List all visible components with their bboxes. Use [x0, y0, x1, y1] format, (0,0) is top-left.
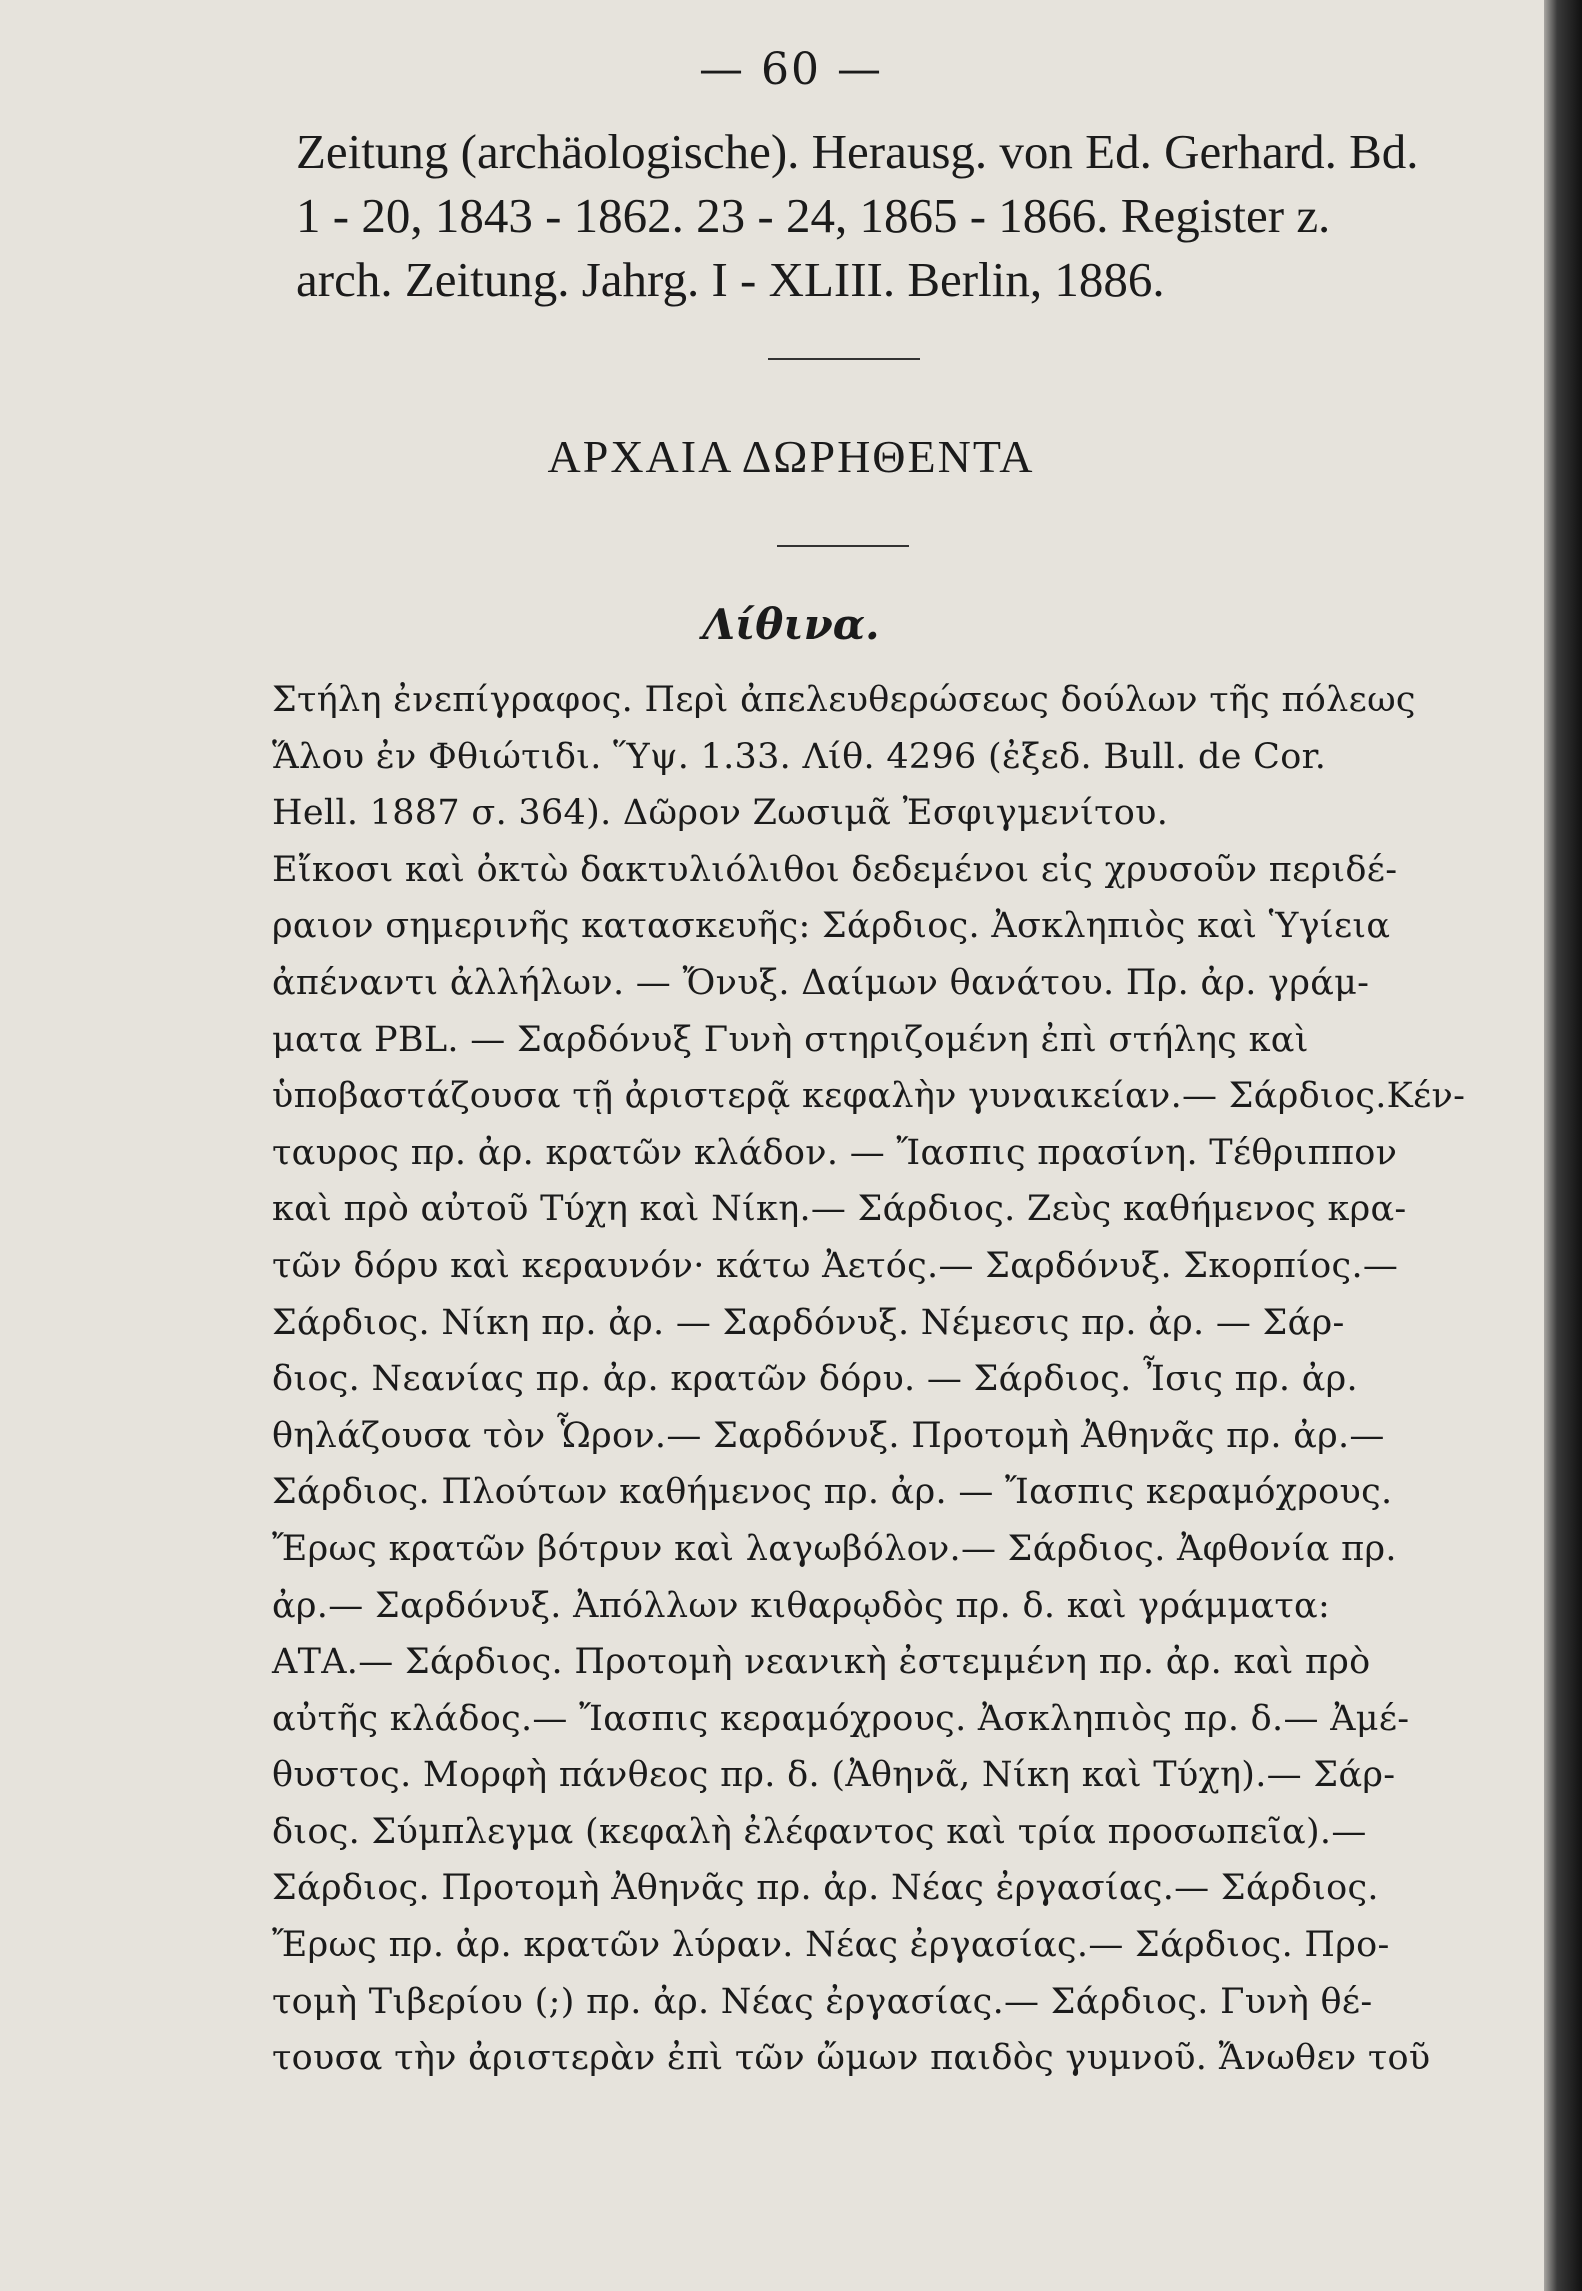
- body-line: Σάρδιος. Προτομὴ Ἀθηνᾶς πρ. ἀρ. Νέας ἐργασίας.— Σάρδιος.: [272, 1868, 1379, 1909]
- section-divider-bottom: [777, 545, 909, 547]
- section-title: ΑΡΧΑΙΑ ΔΩΡΗΘΕΝΤΑ: [547, 431, 1035, 482]
- bibliographic-entry: [296, 120, 1419, 312]
- body-line: Σάρδιος. Νίκη πρ. ἀρ. — Σαρδόνυξ. Νέμεσις πρ. ἀρ. — Σάρ-: [272, 1302, 1345, 1343]
- body-line: ὑποβαστάζουσα τῇ ἀριστερᾷ κεφαλὴν γυναικείαν.— Σάρδιος.Κέν-: [272, 1076, 1466, 1117]
- body-line: τουσα τὴν ἀριστερὰν ἐπὶ τῶν ὤμων παιδὸς γυμνοῦ. Ἄνωθεν τοῦ: [272, 2038, 1431, 2079]
- body-line: διος. Νεανίας πρ. ἀρ. κρατῶν δόρυ. — Σάρδιος. Ἶσις πρ. ἀρ.: [272, 1359, 1358, 1400]
- body-line: ταυρος πρ. ἀρ. κρατῶν κλάδον. — Ἴασπις πρασίνη. Τέθριππον: [272, 1132, 1398, 1173]
- body-line: τομὴ Τιβερίου (;) πρ. ἀρ. Νέας ἐργασίας.— Σάρδιος. Γυνὴ θέ-: [272, 1981, 1373, 2022]
- page-number: — 60 —: [699, 44, 883, 95]
- book-binding-edge: [1544, 0, 1582, 2291]
- body-line: Σάρδιος. Πλούτων καθήμενος πρ. ἀρ. — Ἴασπις κεραμόχρους.: [272, 1472, 1393, 1513]
- body-line: Hell. 1887 σ. 364). Δῶρον Ζωσιμᾶ Ἐσφιγμενίτου.: [272, 793, 1169, 834]
- body-line: Στήλη ἐνεπίγραφος. Περὶ ἀπελευθερώσεως δούλων τῆς πόλεως: [272, 680, 1416, 720]
- body-line: ἀπέναντι ἀλλήλων. — Ὄνυξ. Δαίμων θανάτου. Πρ. ἀρ. γράμ-: [272, 962, 1370, 1003]
- body-line: Ἔρως πρ. ἀρ. κρατῶν λύραν. Νέας ἐργασίας.— Σάρδιος. Προ-: [272, 1925, 1390, 1966]
- body-line: θυστος. Μορφὴ πάνθεος πρ. δ. (Ἀθηνᾶ, Νίκη καὶ Τύχη).— Σάρ-: [272, 1755, 1396, 1796]
- body-line: διος. Σύμπλεγμα (κεφαλὴ ἐλέφαντος καὶ τρία προσωπεῖα).—: [272, 1811, 1367, 1852]
- body-line: αὐτῆς κλάδος.— Ἴασπις κεραμόχρους. Ἀσκληπιὸς πρ. δ.— Ἀμέ-: [272, 1698, 1410, 1739]
- body-line: Εἴκοσι καὶ ὀκτὼ δακτυλιόλιθοι δεδεμένοι εἰς χρυσοῦν περιδέ-: [272, 849, 1398, 890]
- section-divider-top: [768, 358, 920, 360]
- body-line: Ἔρως κρατῶν βότρυν καὶ λαγωβόλον.— Σάρδιος. Ἀφθονία πρ.: [272, 1528, 1397, 1569]
- body-line: ΑΤΑ.— Σάρδιος. Προτομὴ νεανικὴ ἐστεμμένη πρ. ἀρ. καὶ πρὸ: [272, 1642, 1371, 1683]
- body-text: [272, 672, 1466, 2087]
- entry-line: 1 - 20, 1843 - 1862. 23 - 24, 1865 - 1866. Register z.: [296, 188, 1331, 243]
- body-line: ραιον σημερινῆς κατασκευῆς: Σάρδιος. Ἀσκληπιὸς καὶ Ὑγίεια: [272, 906, 1391, 947]
- body-line: ἀρ.— Σαρδόνυξ. Ἀπόλλων κιθαρῳδὸς πρ. δ. καὶ γράμματα:: [272, 1585, 1331, 1626]
- entry-line: arch. Zeitung. Jahrg. I - XLIII. Berlin, 1886.: [296, 252, 1165, 307]
- subsection-title: Λίθινα.: [702, 600, 880, 649]
- body-line: Ἅλου ἐν Φθιώτιδι. Ὕψ. 1.33. Λίθ. 4296 (ἐξεδ. Bull. de Cor.: [272, 736, 1327, 777]
- body-line: ματα PBL. — Σαρδόνυξ Γυνὴ στηριζομένη ἐπὶ στήλης καὶ: [272, 1019, 1309, 1060]
- entry-line: Zeitung (archäologische). Herausg. von Ed. Gerhard. Bd.: [296, 124, 1419, 179]
- body-line: καὶ πρὸ αὐτοῦ Τύχη καὶ Νίκη.— Σάρδιος. Ζεὺς καθήμενος κρα-: [272, 1189, 1407, 1230]
- body-line: τῶν δόρυ καὶ κεραυνόν· κάτω Ἀετός.— Σαρδόνυξ. Σκορπίος.—: [272, 1245, 1399, 1286]
- body-line: θηλάζουσα τὸν Ὧρον.— Σαρδόνυξ. Προτομὴ Ἀθηνᾶς πρ. ἀρ.—: [272, 1415, 1385, 1456]
